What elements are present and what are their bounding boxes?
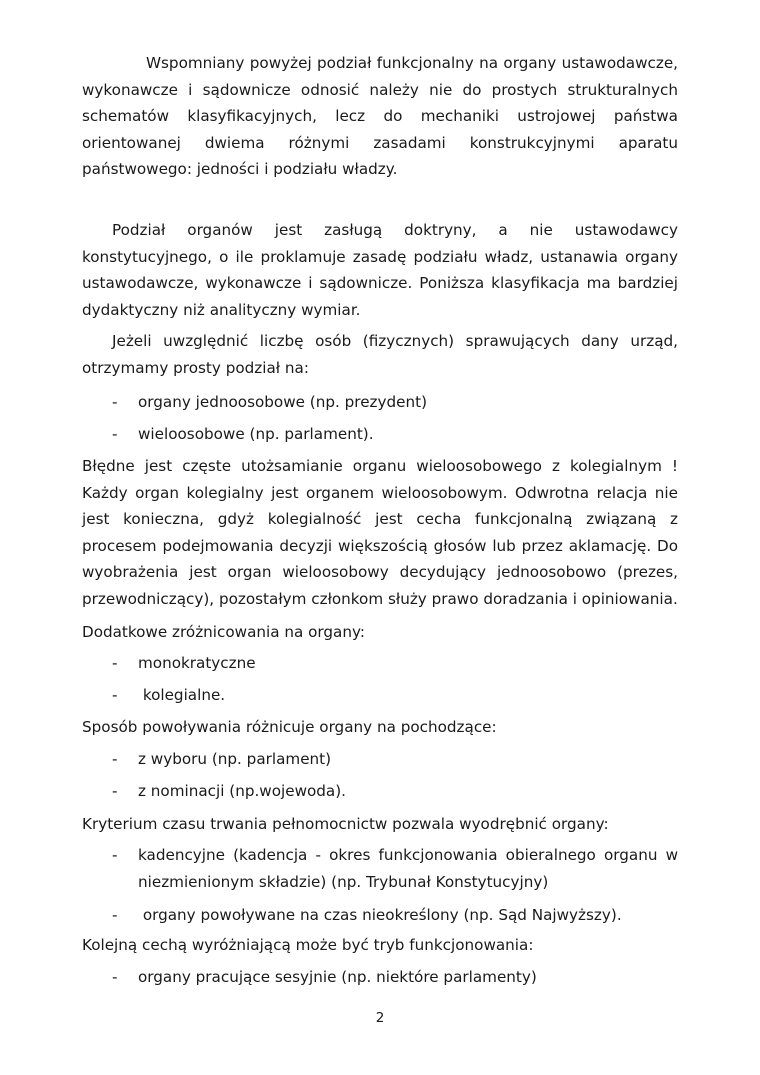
list-item xyxy=(112,964,678,991)
paragraph-collegial: Błędne jest częste utożsamianie organu wieloosobowego z kolegialnym ! Każdy organ kolegialny jest organem wieloosobowym. Odwrotna relacja nie jest konieczna, gdyż kolegialność jest cecha funkcjonalną związaną z procesem podejmowania decyzji większością głosów lub przez aklamację. Do wyobrażenia jest organ wieloosobowy decydujący jednoosobowo (prezes, przewodniczący), pozostałym członkom służy prawo doradzania i opiniowania. xyxy=(82,457,678,608)
list-item xyxy=(112,682,678,709)
list-item-text: organy powoływane na czas nieokreślony (np. Sąd Najwyższy). xyxy=(138,906,622,924)
list-item xyxy=(112,778,678,805)
dash-bullet: - xyxy=(112,782,118,800)
dash-bullet: - xyxy=(112,846,118,864)
list-item-text: monokratyczne xyxy=(138,654,256,672)
list-item-text: organy pracujące sesyjnie (np. niektóre parlamenty) xyxy=(138,968,537,986)
list-item xyxy=(112,746,678,773)
paragraph-appointment: Sposób powoływania różnicuje organy na pochodzące: xyxy=(82,718,497,736)
list-item xyxy=(112,389,678,416)
list-item-text: kolegialne. xyxy=(138,686,226,704)
list-item-text: z wyboru (np. parlament) xyxy=(138,750,332,768)
paragraph-functional-division: Wspomniany powyżej podział funkcjonalny na organy ustawodawcze, wykonawcze i sądownicze odnosić należy nie do prostych strukturalnych schematów klasyfikacyjnych, lecz do mechaniki ustrojowej państwa orientowanej dwiema różnymi zasadami konstrukcyjnymi aparatu państwowego: jedności i podziału władzy. xyxy=(82,54,678,178)
list-item xyxy=(112,421,678,448)
paragraph-mode: Kolejną cechą wyróżniającą może być tryb funkcjonowania: xyxy=(82,936,534,954)
list-item-text: kadencyjne (kadencja - okres funkcjonowania obieralnego organu w niezmienionym składzie) (np. Trybunał Konstytucyjny) xyxy=(138,846,678,891)
dash-bullet: - xyxy=(112,654,118,672)
paragraph-additional-differentiation: Dodatkowe zróżnicowania na organy: xyxy=(82,623,365,641)
dash-bullet: - xyxy=(112,906,118,924)
list-item-text: wieloosobowe (np. parlament). xyxy=(138,425,374,443)
dash-bullet: - xyxy=(112,968,118,986)
paragraph-term: Kryterium czasu trwania pełnomocnictw pozwala wyodrębnić organy: xyxy=(82,815,609,833)
list-item-text: z nominacji (np.wojewoda). xyxy=(138,782,346,800)
dash-bullet: - xyxy=(112,393,118,411)
list-item xyxy=(112,902,678,929)
list-item-text: organy jednoosobowe (np. prezydent) xyxy=(138,393,427,411)
dash-bullet: - xyxy=(112,750,118,768)
paragraph-persons-count: Jeżeli uwzględnić liczbę osób (fizycznych) sprawujących dany urząd, otrzymamy prosty podział na: xyxy=(82,332,678,377)
dash-bullet: - xyxy=(112,686,118,704)
list-item xyxy=(112,842,678,895)
dash-bullet: - xyxy=(112,425,118,443)
paragraph-doctrine: Podział organów jest zasługą doktryny, a nie ustawodawcy konstytucyjnego, o ile proklamuje zasadę podziału władz, ustanawia organy ustawodawcze, wykonawcze i sądownicze. Poniższa klasyfikacja ma bardziej dydaktyczny niż analityczny wymiar. xyxy=(82,221,678,319)
page-number: 2 xyxy=(375,1010,385,1026)
list-item xyxy=(112,650,678,677)
